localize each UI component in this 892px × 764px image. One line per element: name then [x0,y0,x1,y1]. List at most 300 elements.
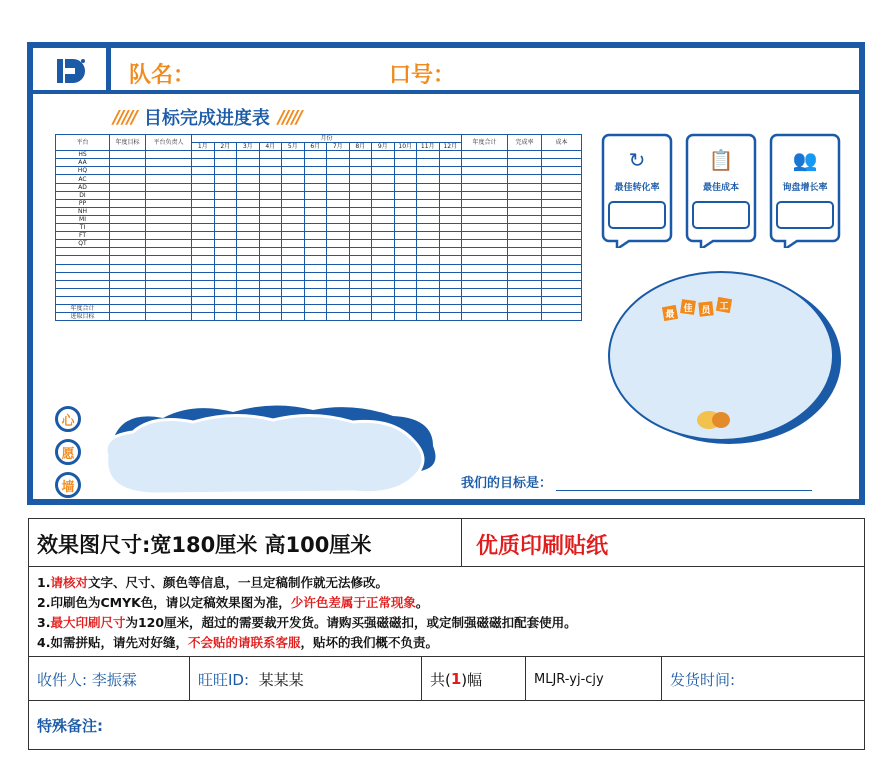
table-cell[interactable] [146,224,192,232]
table-cell[interactable] [237,175,260,183]
table-cell[interactable] [372,175,395,183]
table-cell[interactable] [417,232,440,240]
table-cell[interactable] [304,280,327,288]
table-cell[interactable] [372,167,395,175]
table-cell[interactable] [282,191,305,199]
table-cell[interactable] [372,199,395,207]
table-cell[interactable] [542,248,582,256]
table-cell[interactable] [349,175,372,183]
table-cell[interactable] [394,272,417,280]
table-cell[interactable] [439,167,462,175]
table-cell[interactable] [192,304,215,312]
table-cell[interactable] [508,183,542,191]
table-cell[interactable] [508,151,542,159]
table-cell[interactable] [327,304,350,312]
table-cell[interactable] [394,264,417,272]
table-cell[interactable] [192,215,215,223]
table-cell[interactable] [259,151,282,159]
table-cell[interactable] [192,296,215,304]
table-cell[interactable] [372,183,395,191]
table-cell[interactable] [542,215,582,223]
table-cell[interactable] [327,256,350,264]
table-cell[interactable] [508,175,542,183]
table-cell[interactable] [508,167,542,175]
table-cell[interactable] [417,264,440,272]
table-cell[interactable] [237,240,260,248]
table-cell[interactable] [542,151,582,159]
table-cell[interactable] [237,224,260,232]
table-cell[interactable] [439,272,462,280]
table-cell[interactable] [237,264,260,272]
table-cell[interactable] [439,151,462,159]
table-cell[interactable] [214,159,237,167]
table-cell[interactable] [394,207,417,215]
table-cell[interactable] [259,175,282,183]
table-cell[interactable] [372,215,395,223]
table-cell[interactable] [349,313,372,321]
table-cell[interactable] [282,313,305,321]
table-cell[interactable] [394,296,417,304]
table-cell[interactable] [542,167,582,175]
table-cell[interactable] [542,304,582,312]
table-cell[interactable] [439,304,462,312]
table-cell[interactable] [259,288,282,296]
table-cell[interactable] [327,159,350,167]
table-cell[interactable] [214,232,237,240]
table-cell[interactable] [508,313,542,321]
table-cell[interactable] [282,248,305,256]
table-cell[interactable] [439,191,462,199]
table-cell[interactable] [259,240,282,248]
table-cell[interactable] [462,248,508,256]
table-cell[interactable] [237,272,260,280]
table-cell[interactable] [146,232,192,240]
table-cell[interactable] [214,248,237,256]
table-cell[interactable] [259,167,282,175]
table-cell[interactable] [439,256,462,264]
table-cell[interactable] [282,240,305,248]
table-cell[interactable] [542,159,582,167]
table-cell[interactable] [146,296,192,304]
table-cell[interactable] [417,272,440,280]
table-cell[interactable] [110,288,146,296]
table-cell[interactable] [282,304,305,312]
table-cell[interactable] [462,167,508,175]
table-cell[interactable] [282,207,305,215]
table-cell[interactable] [542,264,582,272]
table-cell[interactable] [110,191,146,199]
table-cell[interactable] [214,215,237,223]
table-cell[interactable] [508,240,542,248]
table-cell[interactable] [110,272,146,280]
table-cell[interactable] [394,240,417,248]
table-cell[interactable] [394,215,417,223]
table-cell[interactable] [110,175,146,183]
table-cell[interactable] [372,296,395,304]
table-cell[interactable] [439,280,462,288]
table-cell[interactable] [542,280,582,288]
table-cell[interactable] [192,256,215,264]
table-cell[interactable] [237,313,260,321]
table-cell[interactable] [542,313,582,321]
table-cell[interactable] [372,313,395,321]
table-cell[interactable] [349,264,372,272]
table-cell[interactable] [417,199,440,207]
table-cell[interactable] [259,224,282,232]
table-cell[interactable] [327,224,350,232]
table-cell[interactable] [462,183,508,191]
table-cell[interactable] [237,248,260,256]
table-cell[interactable] [237,288,260,296]
table-cell[interactable] [259,159,282,167]
table-cell[interactable] [508,199,542,207]
table-cell[interactable] [349,199,372,207]
table-cell[interactable] [110,151,146,159]
table-cell[interactable] [462,215,508,223]
table-cell[interactable] [237,207,260,215]
table-cell[interactable] [304,232,327,240]
table-cell[interactable] [110,232,146,240]
table-cell[interactable] [146,288,192,296]
table-cell[interactable] [214,304,237,312]
table-cell[interactable] [259,264,282,272]
table-cell[interactable] [192,313,215,321]
table-cell[interactable] [349,256,372,264]
table-cell[interactable] [192,183,215,191]
table-cell[interactable] [394,151,417,159]
table-cell[interactable] [462,280,508,288]
table-cell[interactable] [259,215,282,223]
table-cell[interactable] [508,191,542,199]
table-cell[interactable] [327,175,350,183]
table-cell[interactable] [110,296,146,304]
table-cell[interactable] [394,280,417,288]
table-cell[interactable] [282,224,305,232]
table-cell[interactable] [417,151,440,159]
table-cell[interactable] [462,224,508,232]
table-cell[interactable] [542,288,582,296]
table-cell[interactable] [372,288,395,296]
table-cell[interactable] [259,296,282,304]
table-cell[interactable] [214,313,237,321]
table-cell[interactable] [542,272,582,280]
table-cell[interactable] [439,199,462,207]
table-cell[interactable] [439,232,462,240]
table-cell[interactable] [394,248,417,256]
table-cell[interactable] [439,159,462,167]
table-cell[interactable] [282,151,305,159]
goal-line[interactable] [556,477,812,491]
table-cell[interactable] [327,280,350,288]
table-cell[interactable] [110,304,146,312]
table-cell[interactable] [508,215,542,223]
table-cell[interactable] [304,304,327,312]
table-cell[interactable] [192,175,215,183]
table-cell[interactable] [417,183,440,191]
table-cell[interactable] [237,232,260,240]
table-cell[interactable] [439,215,462,223]
table-cell[interactable] [192,151,215,159]
table-cell[interactable] [259,304,282,312]
table-cell[interactable] [110,224,146,232]
table-cell[interactable] [462,288,508,296]
table-cell[interactable] [259,280,282,288]
table-cell[interactable] [237,183,260,191]
table-cell[interactable] [237,296,260,304]
table-cell[interactable] [259,191,282,199]
table-cell[interactable] [542,296,582,304]
table-cell[interactable] [417,159,440,167]
table-cell[interactable] [304,272,327,280]
table-cell[interactable] [508,264,542,272]
table-cell[interactable] [327,248,350,256]
table-cell[interactable] [214,264,237,272]
table-cell[interactable] [214,256,237,264]
table-cell[interactable] [237,304,260,312]
table-cell[interactable] [372,159,395,167]
table-cell[interactable] [462,151,508,159]
table-cell[interactable] [259,313,282,321]
table-cell[interactable] [349,232,372,240]
table-cell[interactable] [146,167,192,175]
table-cell[interactable] [304,288,327,296]
table-cell[interactable] [349,272,372,280]
table-cell[interactable] [146,183,192,191]
table-cell[interactable] [110,264,146,272]
table-cell[interactable] [304,313,327,321]
table-cell[interactable] [417,207,440,215]
table-cell[interactable] [327,313,350,321]
table-cell[interactable] [259,256,282,264]
table-cell[interactable] [462,264,508,272]
table-cell[interactable] [214,191,237,199]
table-cell[interactable] [394,167,417,175]
table-cell[interactable] [192,167,215,175]
table-cell[interactable] [282,183,305,191]
table-cell[interactable] [508,159,542,167]
table-cell[interactable] [192,232,215,240]
table-cell[interactable] [349,304,372,312]
table-cell[interactable] [282,288,305,296]
table-cell[interactable] [110,159,146,167]
table-cell[interactable] [192,272,215,280]
table-cell[interactable] [146,313,192,321]
table-cell[interactable] [259,199,282,207]
table-cell[interactable] [508,224,542,232]
table-cell[interactable] [146,207,192,215]
table-cell[interactable] [417,296,440,304]
table-cell[interactable] [237,191,260,199]
table-cell[interactable] [214,207,237,215]
table-cell[interactable] [439,224,462,232]
table-cell[interactable] [372,232,395,240]
table-cell[interactable] [282,215,305,223]
table-cell[interactable] [146,304,192,312]
table-cell[interactable] [192,240,215,248]
table-cell[interactable] [237,199,260,207]
table-cell[interactable] [462,191,508,199]
table-cell[interactable] [508,280,542,288]
table-cell[interactable] [146,272,192,280]
table-cell[interactable] [110,167,146,175]
table-cell[interactable] [282,199,305,207]
table-cell[interactable] [237,167,260,175]
table-cell[interactable] [394,304,417,312]
table-cell[interactable] [462,313,508,321]
table-cell[interactable] [110,240,146,248]
table-cell[interactable] [508,256,542,264]
table-cell[interactable] [304,215,327,223]
table-cell[interactable] [146,175,192,183]
table-cell[interactable] [508,296,542,304]
table-cell[interactable] [304,191,327,199]
table-cell[interactable] [439,313,462,321]
table-cell[interactable] [304,296,327,304]
table-cell[interactable] [439,240,462,248]
table-cell[interactable] [146,199,192,207]
table-cell[interactable] [349,296,372,304]
table-cell[interactable] [542,256,582,264]
table-cell[interactable] [542,240,582,248]
table-cell[interactable] [327,199,350,207]
table-cell[interactable] [146,191,192,199]
table-cell[interactable] [304,264,327,272]
table-cell[interactable] [462,240,508,248]
table-cell[interactable] [417,215,440,223]
table-cell[interactable] [394,191,417,199]
table-cell[interactable] [214,240,237,248]
table-cell[interactable] [417,240,440,248]
table-cell[interactable] [439,183,462,191]
table-cell[interactable] [259,272,282,280]
table-cell[interactable] [327,240,350,248]
table-cell[interactable] [394,256,417,264]
table-cell[interactable] [282,159,305,167]
table-cell[interactable] [417,280,440,288]
table-cell[interactable] [214,224,237,232]
table-cell[interactable] [214,280,237,288]
table-cell[interactable] [304,175,327,183]
table-cell[interactable] [237,256,260,264]
table-cell[interactable] [282,167,305,175]
table-cell[interactable] [417,288,440,296]
table-cell[interactable] [259,232,282,240]
table-cell[interactable] [192,224,215,232]
table-cell[interactable] [304,167,327,175]
table-cell[interactable] [327,191,350,199]
table-cell[interactable] [110,207,146,215]
table-cell[interactable] [259,183,282,191]
table-cell[interactable] [542,207,582,215]
table-cell[interactable] [237,151,260,159]
table-cell[interactable] [327,151,350,159]
table-cell[interactable] [304,256,327,264]
table-cell[interactable] [282,232,305,240]
table-cell[interactable] [508,304,542,312]
table-cell[interactable] [192,207,215,215]
table-cell[interactable] [349,151,372,159]
table-cell[interactable] [214,199,237,207]
table-cell[interactable] [146,248,192,256]
table-cell[interactable] [394,199,417,207]
table-cell[interactable] [110,248,146,256]
table-cell[interactable] [508,232,542,240]
table-cell[interactable] [462,272,508,280]
table-cell[interactable] [192,280,215,288]
table-cell[interactable] [417,175,440,183]
table-cell[interactable] [542,175,582,183]
table-cell[interactable] [439,207,462,215]
table-cell[interactable] [394,224,417,232]
table-cell[interactable] [439,264,462,272]
table-cell[interactable] [462,207,508,215]
table-cell[interactable] [542,224,582,232]
table-cell[interactable] [417,256,440,264]
table-cell[interactable] [417,224,440,232]
table-cell[interactable] [542,232,582,240]
table-cell[interactable] [282,280,305,288]
table-cell[interactable] [214,296,237,304]
table-cell[interactable] [439,248,462,256]
table-cell[interactable] [237,215,260,223]
table-cell[interactable] [462,296,508,304]
table-cell[interactable] [259,207,282,215]
table-cell[interactable] [462,159,508,167]
table-cell[interactable] [372,248,395,256]
table-cell[interactable] [282,272,305,280]
table-cell[interactable] [462,256,508,264]
table-cell[interactable] [372,240,395,248]
table-cell[interactable] [214,167,237,175]
table-cell[interactable] [349,183,372,191]
table-cell[interactable] [372,191,395,199]
table-cell[interactable] [349,215,372,223]
table-cell[interactable] [349,159,372,167]
table-cell[interactable] [349,224,372,232]
table-cell[interactable] [542,183,582,191]
table-cell[interactable] [146,280,192,288]
table-cell[interactable] [304,207,327,215]
table-cell[interactable] [462,199,508,207]
table-cell[interactable] [439,296,462,304]
table-cell[interactable] [327,215,350,223]
table-cell[interactable] [282,264,305,272]
table-cell[interactable] [349,240,372,248]
table-cell[interactable] [192,159,215,167]
table-cell[interactable] [327,207,350,215]
table-cell[interactable] [508,272,542,280]
table-cell[interactable] [192,288,215,296]
table-cell[interactable] [349,167,372,175]
table-cell[interactable] [282,296,305,304]
table-cell[interactable] [110,256,146,264]
table-cell[interactable] [542,199,582,207]
table-cell[interactable] [214,175,237,183]
table-cell[interactable] [417,248,440,256]
table-cell[interactable] [372,280,395,288]
table-cell[interactable] [214,183,237,191]
table-cell[interactable] [349,288,372,296]
table-cell[interactable] [146,151,192,159]
table-cell[interactable] [110,313,146,321]
table-cell[interactable] [304,240,327,248]
table-cell[interactable] [508,288,542,296]
table-cell[interactable] [417,313,440,321]
table-cell[interactable] [372,256,395,264]
table-cell[interactable] [146,256,192,264]
table-cell[interactable] [417,167,440,175]
table-cell[interactable] [282,175,305,183]
